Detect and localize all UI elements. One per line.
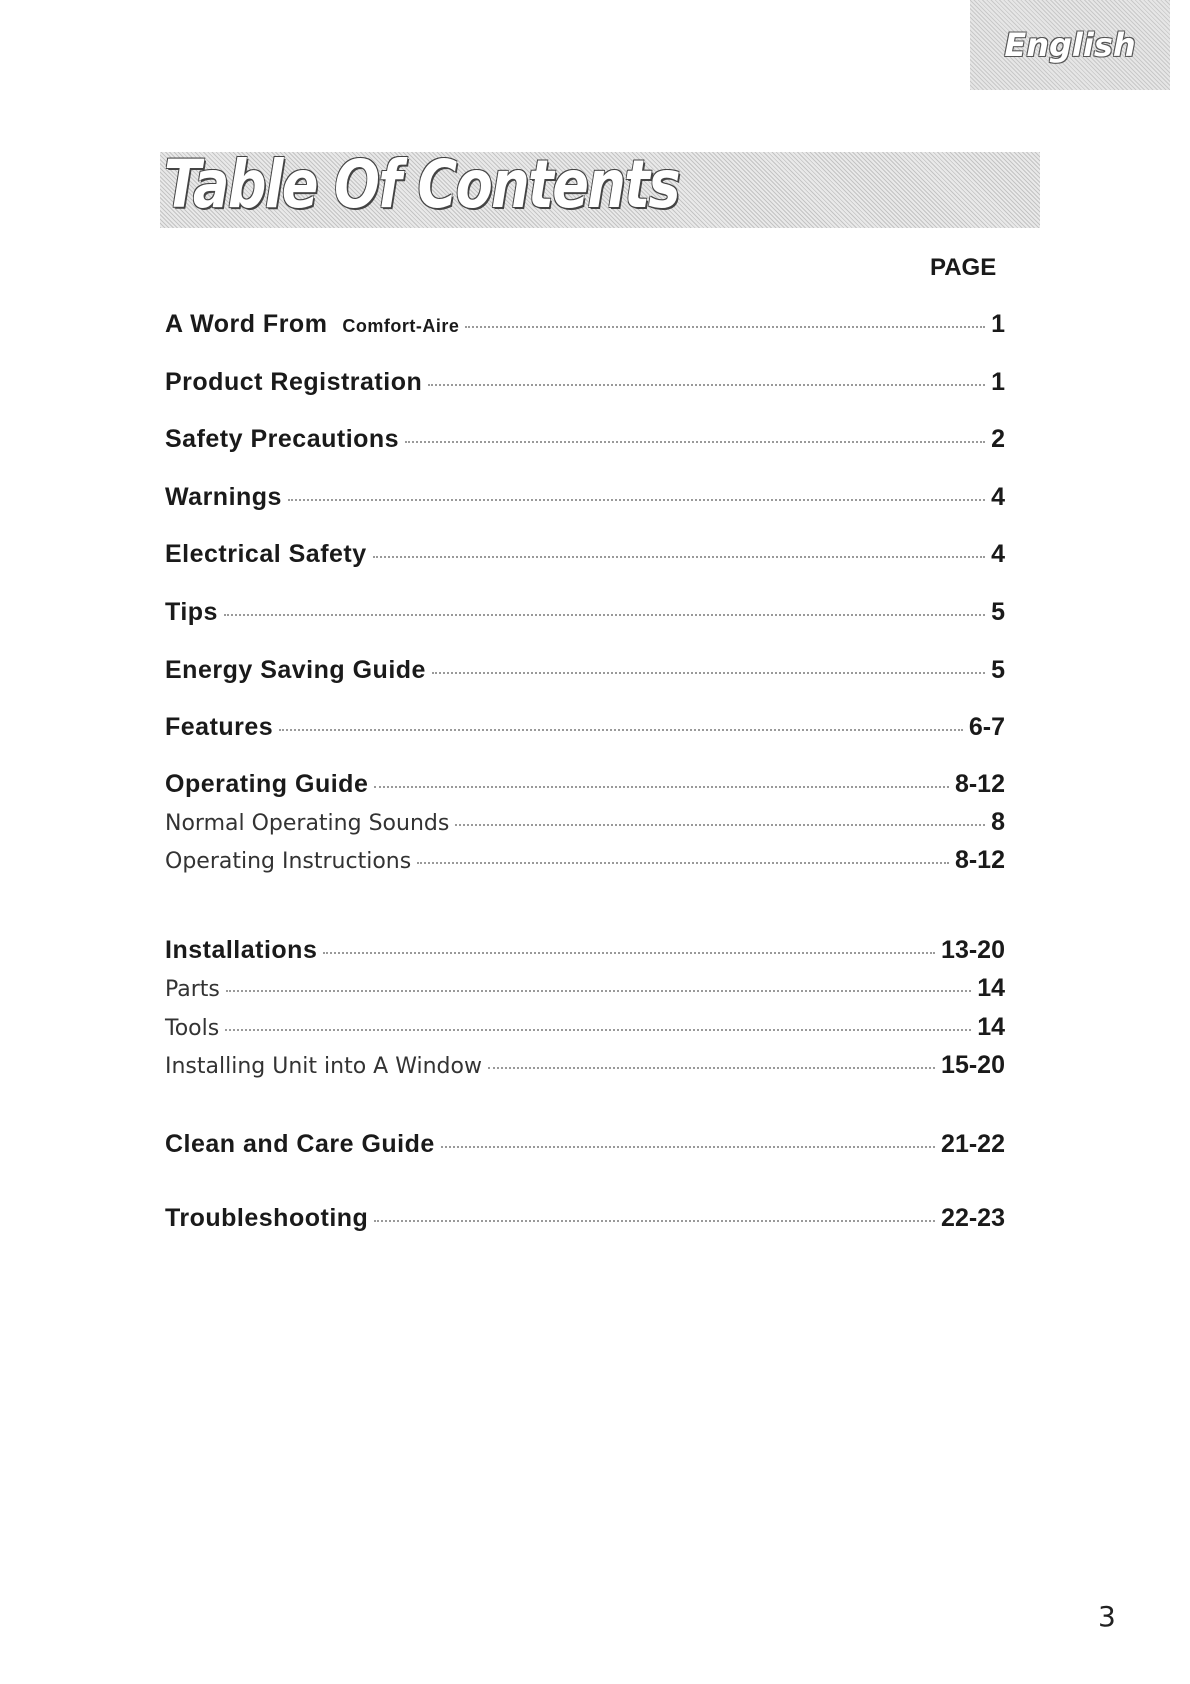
toc-entry-page: 14: [977, 1013, 1005, 1041]
toc-entry-page: 6-7: [968, 713, 1005, 741]
toc-entry-features[interactable]: [165, 713, 1005, 742]
toc-entry-warnings[interactable]: [165, 483, 1005, 512]
leader-dots: [374, 786, 949, 788]
leader-dots: [405, 441, 985, 443]
toc-entry-label: Warnings: [165, 483, 282, 511]
toc-entry-tips[interactable]: [165, 598, 1005, 627]
toc-entry-label: Tips: [165, 598, 218, 626]
language-tab: [970, 0, 1170, 90]
leader-dots: [279, 729, 963, 731]
toc-entry-installing-unit-into-a-window[interactable]: [165, 1051, 1005, 1080]
toc-entry-operating-guide[interactable]: [165, 770, 1005, 799]
toc-entry-page: 15-20: [941, 1051, 1005, 1079]
toc-entry-normal-operating-sounds[interactable]: [165, 808, 1005, 837]
brand-name: Comfort-Aire: [342, 316, 460, 336]
toc-entry-page: 5: [991, 656, 1005, 684]
toc-entry-label: Troubleshooting: [165, 1204, 369, 1232]
leader-dots: [224, 614, 985, 616]
toc-entry-label: Parts: [165, 977, 220, 1002]
toc-entry-page: 21-22: [941, 1130, 1005, 1158]
leader-dots: [455, 824, 985, 826]
leader-dots: [374, 1220, 935, 1222]
leader-dots: [488, 1067, 935, 1069]
page-number: 3: [1098, 1600, 1116, 1633]
toc-entry-a-word-from[interactable]: [165, 310, 1005, 339]
toc-entry-label: Installations: [165, 936, 318, 964]
toc-entry-page: 8-12: [954, 770, 1005, 798]
toc-entry-label: Tools: [165, 1016, 220, 1041]
page-column-header: PAGE: [930, 254, 997, 281]
toc-entry-page: 4: [991, 483, 1005, 511]
toc-entry-label: Product Registration: [165, 368, 423, 396]
toc-entry-page: 13-20: [941, 936, 1005, 964]
toc-entry-label: Operating Instructions: [165, 849, 412, 874]
toc-entry-label: Features: [165, 713, 274, 741]
toc-entry-energy-saving-guide[interactable]: [165, 656, 1005, 685]
leader-dots: [288, 499, 985, 501]
toc-entry-clean-and-care-guide[interactable]: [165, 1130, 1005, 1159]
leader-dots: [323, 952, 935, 954]
leader-dots: [432, 672, 985, 674]
title-banner: [160, 146, 1040, 228]
toc-entry-label: Safety Precautions: [165, 425, 400, 453]
leader-dots: [465, 326, 985, 328]
toc-entry-page: 5: [991, 598, 1005, 626]
toc-entry-electrical-safety[interactable]: [165, 540, 1005, 569]
toc-entry-label: Normal Operating Sounds: [165, 811, 450, 836]
leader-dots: [225, 1029, 971, 1031]
leader-dots: [226, 990, 971, 992]
toc-entry-page: 8-12: [954, 846, 1005, 874]
toc-entry-label: Installing Unit into A Window: [165, 1054, 482, 1079]
toc-entry-page: 22-23: [941, 1204, 1005, 1232]
toc-entry-label: Operating Guide: [165, 770, 369, 798]
toc-entry-operating-instructions[interactable]: [165, 846, 1005, 875]
toc-entry-label: A Word From Comfort-Aire: [165, 310, 460, 338]
toc-entry-troubleshooting[interactable]: [165, 1204, 1005, 1233]
toc-entry-parts[interactable]: [165, 974, 1005, 1003]
leader-dots: [441, 1146, 935, 1148]
toc-entry-label: Energy Saving Guide: [165, 656, 426, 684]
toc-entry-page: 14: [977, 974, 1005, 1002]
toc-entry-installations[interactable]: [165, 936, 1005, 965]
toc-entry-tools[interactable]: [165, 1013, 1005, 1042]
toc-entry-label: Clean and Care Guide: [165, 1130, 435, 1158]
toc-entry-page: 8: [991, 808, 1005, 836]
toc-entry-page: 1: [991, 310, 1005, 338]
page-title: Table Of Contents: [164, 146, 679, 223]
toc-entry-product-registration[interactable]: [165, 368, 1005, 397]
toc-entry-page: 2: [991, 425, 1005, 453]
toc-entry-label: Electrical Safety: [165, 540, 367, 568]
leader-dots: [428, 384, 985, 386]
leader-dots: [373, 556, 985, 558]
toc-entry-page: 4: [991, 540, 1005, 568]
leader-dots: [417, 862, 949, 864]
toc-entry-safety-precautions[interactable]: [165, 425, 1005, 454]
language-tab-label: English: [1004, 26, 1136, 64]
toc-entry-page: 1: [991, 368, 1005, 396]
